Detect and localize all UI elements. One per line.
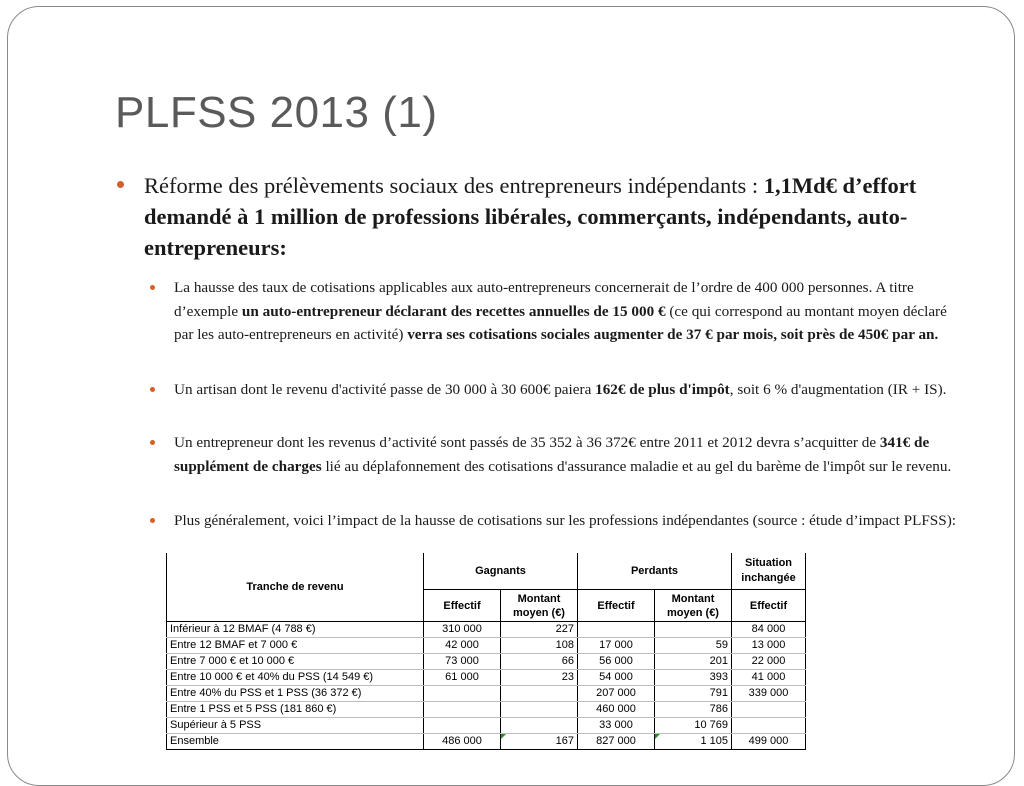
cell-label: Entre 7 000 € et 10 000 € — [167, 654, 424, 670]
header-perdants: Perdants — [578, 553, 732, 590]
bullet-icon — [150, 440, 155, 445]
table-row-total — [167, 734, 806, 750]
cell-s-eff: 41 000 — [732, 670, 806, 686]
header-effectif: Effectif — [424, 590, 501, 622]
cell-label: Supérieur à 5 PSS — [167, 718, 424, 734]
cell-g-mont: 227 — [501, 622, 578, 638]
total-label: Ensemble — [167, 734, 424, 750]
cell-g-mont — [501, 702, 578, 718]
slide-title: PLFSS 2013 (1) — [115, 88, 438, 137]
sub-bullet-text: Un artisan dont le revenu d'activité passe de 30 000 à 30 600€ paiera — [174, 381, 596, 398]
sub-bullet-bold: 162€ de plus d'impôt — [595, 381, 730, 398]
cell-g-mont: 66 — [501, 654, 578, 670]
cell-p-eff: 56 000 — [578, 654, 655, 670]
cell-s-eff: 339 000 — [732, 686, 806, 702]
cell-label: Entre 10 000 € et 40% du PSS (14 549 €) — [167, 670, 424, 686]
table-row — [167, 702, 806, 718]
sub-bullet-artisan — [150, 378, 958, 402]
table-row — [167, 638, 806, 654]
cell-g-eff — [424, 702, 501, 718]
header-effectif: Effectif — [578, 590, 655, 622]
table-row — [167, 654, 806, 670]
main-bullet — [117, 170, 967, 263]
cell-p-mont: 791 — [655, 686, 732, 702]
cell-label: Inférieur à 12 BMAF (4 788 €) — [167, 622, 424, 638]
cell-g-eff: 486 000 — [424, 734, 501, 750]
cell-g-eff: 310 000 — [424, 622, 501, 638]
header-situation: Situation inchangée — [732, 553, 806, 590]
bullet-icon — [117, 181, 124, 188]
impact-table — [166, 553, 806, 750]
sub-bullet-text: Un entrepreneur dont les revenus d’activité sont passés de 35 352 à 36 372€ entre 2011 et 2012 devra s’acquitter de — [174, 434, 880, 451]
cell-p-eff — [578, 622, 655, 638]
sub-bullet-bold: verra ses cotisations sociales augmenter de 37 € par mois, soit près de 450€ par an. — [407, 326, 939, 343]
cell-g-eff — [424, 718, 501, 734]
cell-g-eff — [424, 686, 501, 702]
cell-g-eff: 61 000 — [424, 670, 501, 686]
sub-bullet-text: , soit 6 % d'augmentation (IR + IS). — [729, 381, 947, 398]
cell-label: Entre 40% du PSS et 1 PSS (36 372 €) — [167, 686, 424, 702]
cell-g-mont: 167 — [501, 734, 578, 750]
cell-p-eff: 460 000 — [578, 702, 655, 718]
bullet-icon — [150, 285, 155, 290]
cell-p-mont: 10 769 — [655, 718, 732, 734]
cell-p-mont — [655, 622, 732, 638]
cell-p-eff: 33 000 — [578, 718, 655, 734]
cell-p-mont: 393 — [655, 670, 732, 686]
sub-bullet-text: La hausse des taux de cotisations applicables aux auto-entrepreneurs concernerait de l’ordre de 400 000 personnes. A titre d’exemple — [174, 279, 914, 320]
bullet-icon — [150, 387, 155, 392]
cell-p-mont: 786 — [655, 702, 732, 718]
main-bullet-bold: 1,1Md€ d’effort demandé à 1 million de professions libérales, commerçants, indépendants, auto-entrepreneurs: — [144, 173, 917, 260]
cell-s-eff: 22 000 — [732, 654, 806, 670]
header-gagnants: Gagnants — [424, 553, 578, 590]
sub-bullet-text: lié au déplafonnement des cotisations d'assurance maladie et au gel du barème de l'impôt sur le revenu. — [321, 457, 952, 475]
cell-p-eff: 827 000 — [578, 734, 655, 750]
sub-bullet-auto-entrepreneur — [150, 276, 958, 347]
sub-bullet-entrepreneur — [150, 431, 958, 478]
cell-g-mont — [501, 686, 578, 702]
header-montant: Montant moyen (€) — [655, 590, 732, 622]
main-bullet-text: Réforme des prélèvements sociaux des entrepreneurs indépendants : — [144, 173, 764, 198]
header-tranche: Tranche de revenu — [167, 553, 424, 622]
sub-bullet-text: Plus généralement, voici l’impact de la hausse de cotisations sur les professions indépendantes (source : étude d’impact PLFSS): — [174, 512, 956, 529]
sub-bullet-bold: 341€ de supplément de charges — [174, 434, 930, 475]
header-montant: Montant moyen (€) — [501, 590, 578, 622]
table-row — [167, 718, 806, 734]
header-effectif: Effectif — [732, 590, 806, 622]
cell-p-eff: 17 000 — [578, 638, 655, 654]
cell-g-eff: 73 000 — [424, 654, 501, 670]
table-row — [167, 686, 806, 702]
sub-bullet-bold: un auto-entrepreneur déclarant des recettes annuelles de 15 000 € — [241, 302, 666, 320]
cell-p-mont: 1 105 — [655, 734, 732, 750]
table-row — [167, 670, 806, 686]
cell-p-mont: 201 — [655, 654, 732, 670]
sub-bullet-impact — [150, 509, 958, 533]
cell-s-eff: 499 000 — [732, 734, 806, 750]
cell-p-mont: 59 — [655, 638, 732, 654]
cell-p-eff: 207 000 — [578, 686, 655, 702]
cell-g-mont: 23 — [501, 670, 578, 686]
cell-label: Entre 12 BMAF et 7 000 € — [167, 638, 424, 654]
sub-bullet-text: (ce qui correspond au montant moyen déclaré par les auto-entrepreneurs en activité) — [174, 302, 947, 343]
cell-s-eff: 84 000 — [732, 622, 806, 638]
cell-p-eff: 54 000 — [578, 670, 655, 686]
cell-s-eff: 13 000 — [732, 638, 806, 654]
cell-label: Entre 1 PSS et 5 PSS (181 860 €) — [167, 702, 424, 718]
table-row — [167, 622, 806, 638]
cell-s-eff — [732, 702, 806, 718]
bullet-icon — [150, 518, 155, 523]
cell-g-eff: 42 000 — [424, 638, 501, 654]
cell-g-mont — [501, 718, 578, 734]
cell-s-eff — [732, 718, 806, 734]
cell-g-mont: 108 — [501, 638, 578, 654]
